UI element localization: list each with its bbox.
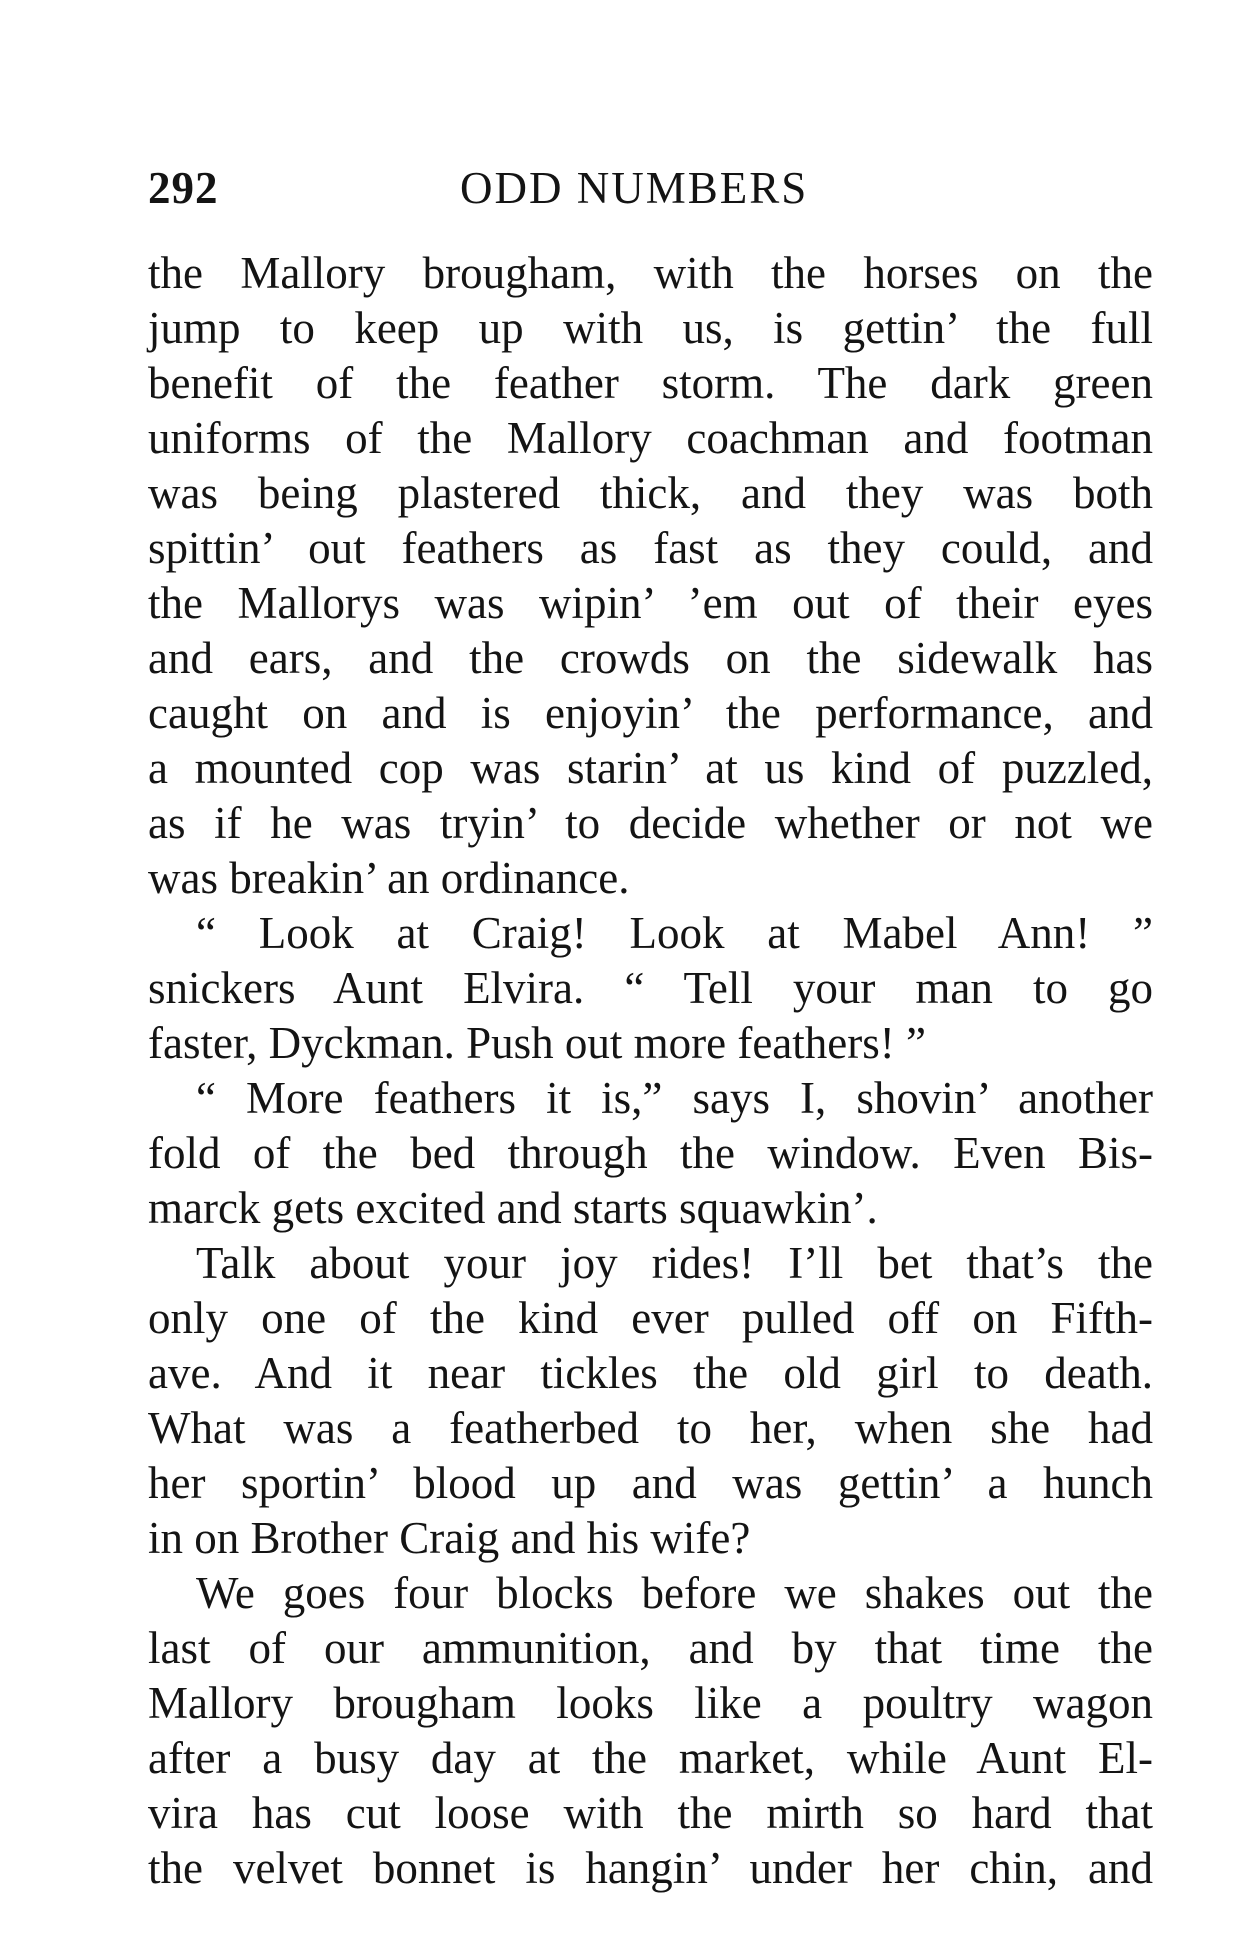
text-line: “ Look at Craig! Look at Mabel Ann! ” xyxy=(196,908,1153,958)
text-line: spittin’ out feathers as fast as they could, and xyxy=(148,523,1153,573)
text-line: jump to keep up with us, is gettin’ the full xyxy=(148,303,1153,353)
text-line: snickers Aunt Elvira. “ Tell your man to go xyxy=(148,963,1153,1013)
page-number: 292 xyxy=(148,163,219,213)
text-line: only one of the kind ever pulled off on Fifth- xyxy=(148,1293,1153,1343)
text-line: ave. And it near tickles the old girl to death. xyxy=(148,1348,1153,1398)
text-line: was breakin’ an ordinance. xyxy=(148,853,630,903)
text-line: caught on and is enjoyin’ the performance, and xyxy=(148,688,1153,738)
text-line: and ears, and the crowds on the sidewalk has xyxy=(148,633,1153,683)
text-line: after a busy day at the market, while Aunt El- xyxy=(148,1733,1153,1783)
text-line: We goes four blocks before we shakes out the xyxy=(196,1568,1153,1618)
text-line: a mounted cop was starin’ at us kind of puzzled, xyxy=(148,743,1153,793)
text-line: the Mallorys was wipin’ ’em out of their eyes xyxy=(148,578,1153,628)
text-line: faster, Dyckman. Push out more feathers! ” xyxy=(148,1018,926,1068)
text-line: benefit of the feather storm. The dark green xyxy=(148,358,1153,408)
text-line: in on Brother Craig and his wife? xyxy=(148,1513,751,1563)
text-line: What was a featherbed to her, when she had xyxy=(148,1403,1153,1453)
text-line: Mallory brougham looks like a poultry wagon xyxy=(148,1678,1153,1728)
text-line: Talk about your joy rides! I’ll bet that’s the xyxy=(196,1238,1153,1288)
text-line: fold of the bed through the window. Even Bis- xyxy=(148,1128,1153,1178)
text-line: uniforms of the Mallory coachman and footman xyxy=(148,413,1153,463)
text-line: as if he was tryin’ to decide whether or not we xyxy=(148,798,1153,848)
text-line: the Mallory brougham, with the horses on the xyxy=(148,248,1153,298)
text-line: was being plastered thick, and they was both xyxy=(148,468,1153,518)
text-line: “ More feathers it is,” says I, shovin’ another xyxy=(196,1073,1153,1123)
page-header xyxy=(148,158,1148,218)
running-title: ODD NUMBERS xyxy=(460,163,809,213)
body-text xyxy=(148,246,1153,1896)
text-line: her sportin’ blood up and was gettin’ a hunch xyxy=(148,1458,1153,1508)
text-line: marck gets excited and starts squawkin’. xyxy=(148,1183,878,1233)
text-line: vira has cut loose with the mirth so hard that xyxy=(148,1788,1153,1838)
text-line: the velvet bonnet is hangin’ under her chin, and xyxy=(148,1843,1153,1893)
text-line: last of our ammunition, and by that time the xyxy=(148,1623,1153,1673)
